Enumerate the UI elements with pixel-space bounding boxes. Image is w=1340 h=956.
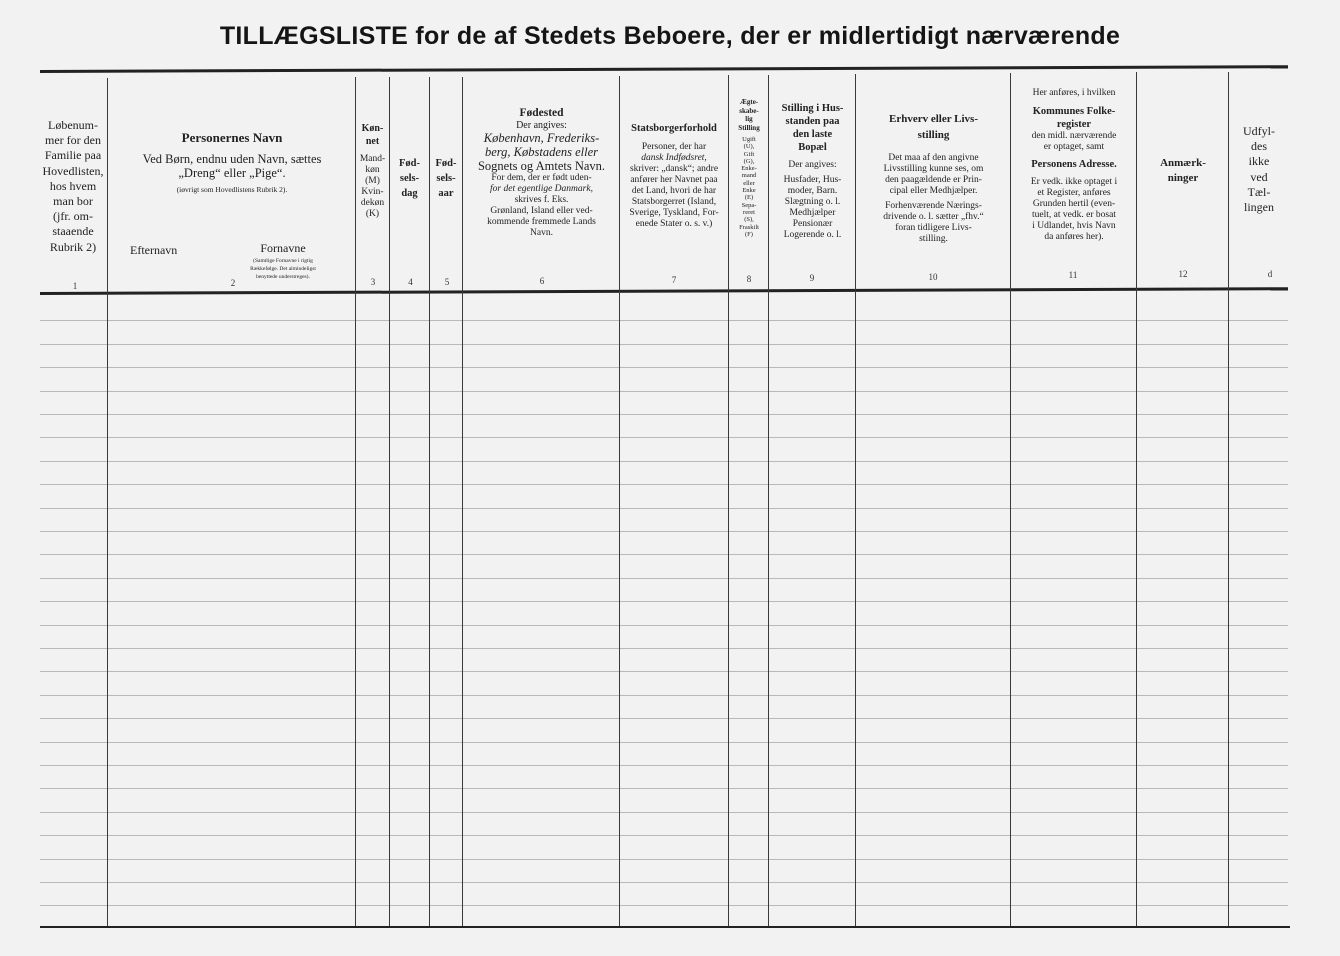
col7-header: Statsborgerforhold Personer, der har dansk Indfødsret, skriver: „dansk“; andre anfører her Navnet paa det Land, hvori de har Statsborgerret (Island, Sverige, Tyskland, For- enede Stater o. s. v.) xyxy=(629,123,719,229)
ruled-line xyxy=(40,508,1288,509)
ruled-line xyxy=(40,484,1288,485)
col2-header: Personernes Navn Ved Børn, endnu uden Navn, sættes „Dreng“ eller „Pige“. (iøvrigt som Hovedlistens Rubrik 2). xyxy=(142,130,322,194)
col8-header: Ægte- skabe- lig Stilling Ugift (U), Gift (G), Enke- mand eller Enke (E) Sepa- reret (S), Fraskilt (F) xyxy=(738,98,760,238)
col10-header: Erhverv eller Livs- stilling Det maa af den angivne Livsstilling kunne ses, om den paagældende er Prin- cipal eller Medhjælper. Forhenværende Nærings- drivende o. l. sætter „fhv.“ foran tidligere Livs- stilling. xyxy=(883,113,984,244)
ruled-line xyxy=(40,905,1288,906)
ruled-line xyxy=(40,344,1288,345)
header-top-rule xyxy=(40,65,1288,73)
ruled-line xyxy=(40,648,1288,649)
col-d-number: d xyxy=(1267,269,1273,279)
col-d-header: Udfyl- des ikke ved Tæl- lingen xyxy=(1243,124,1275,215)
col2-fornavne-label: Fornavne (Samtlige Fornavne i rigtig Rækkefølge. Det almindeligst benyttede understreges). xyxy=(250,241,316,280)
ruled-line xyxy=(40,320,1288,321)
ruled-line xyxy=(40,671,1288,672)
col8-number: 8 xyxy=(746,274,752,284)
col12-header: Anmærk- ninger xyxy=(1160,157,1206,184)
table-bottom-rule xyxy=(40,926,1290,928)
col6-number: 6 xyxy=(539,276,545,286)
col9-number: 9 xyxy=(809,273,815,283)
col5-number: 5 xyxy=(444,277,450,287)
ruled-line xyxy=(40,695,1288,696)
col3-number: 3 xyxy=(370,277,376,287)
ruled-line xyxy=(40,788,1288,789)
col11-header: Her anføres, i hvilken Kommunes Folke- register den midl. nærværende er optaget, samt Personens Adresse. Er vedk. ikke optaget i et Register, anføres Grunden hertil (even- tuelt, at vedk. er bosat i Udlandet, hvis Navn da anføres her). xyxy=(1030,88,1118,242)
ruled-line xyxy=(40,367,1288,368)
ruled-line xyxy=(40,601,1288,602)
ruled-line xyxy=(40,859,1288,860)
header-bottom-rule xyxy=(40,287,1288,294)
col12-number: 12 xyxy=(1178,269,1188,279)
ruled-line xyxy=(40,554,1288,555)
form-title: TILLÆGSLISTE for de af Stedets Beboere, der er midlertidigt nærværende xyxy=(219,22,1121,50)
ruled-line xyxy=(40,391,1288,392)
divider-11 xyxy=(1136,72,1137,926)
col3-header: Køn- net Mand- køn (M) Kvin- dekøn (K) xyxy=(359,123,386,219)
ruled-line xyxy=(40,414,1288,415)
ruled-line xyxy=(40,812,1288,813)
ruled-line xyxy=(40,437,1288,438)
col1-number: 1 xyxy=(72,281,78,291)
col1-header: Løbenum- mer for den Familie paa Hovedlisten, hos hvem man bor (jfr. om- staaende Rubrik 2) xyxy=(42,118,104,254)
ruled-line xyxy=(40,718,1288,719)
col4-header: Fød- sels- dag xyxy=(399,158,420,199)
ruled-line xyxy=(40,625,1288,626)
ruled-line xyxy=(40,882,1288,883)
ruled-line xyxy=(40,461,1288,462)
ruled-line xyxy=(40,765,1288,766)
ruled-line xyxy=(40,742,1288,743)
divider-3 xyxy=(389,77,390,926)
divider-4 xyxy=(429,77,430,926)
col2-number: 2 xyxy=(230,278,236,288)
col2-efternavn-label: Efternavn xyxy=(130,243,178,257)
ruled-line xyxy=(40,531,1288,532)
ruled-line xyxy=(40,835,1288,836)
col11-number: 11 xyxy=(1068,270,1078,280)
col5-header: Fød- sels- aar xyxy=(435,158,457,199)
col4-number: 4 xyxy=(408,277,413,287)
col7-number: 7 xyxy=(671,275,677,285)
col6-header: Fødested Der angives: København, Frederiks- berg, Købstadens eller Sognets og Amtets Navn. For dem, der er født uden- for det egentlige Danmark, skrives f. Eks. Grønland, Island eller ved- kommende fremmede Lands Navn. xyxy=(477,107,606,238)
ruled-line xyxy=(40,578,1288,579)
col9-header: Stilling i Hus- standen paa den laste Bopæl Der angives: Husfader, Hus- moder, Barn. Slægtning o. l. Medhjælper Pensionær Logerende o. l. xyxy=(781,103,844,240)
col10-number: 10 xyxy=(928,272,938,282)
